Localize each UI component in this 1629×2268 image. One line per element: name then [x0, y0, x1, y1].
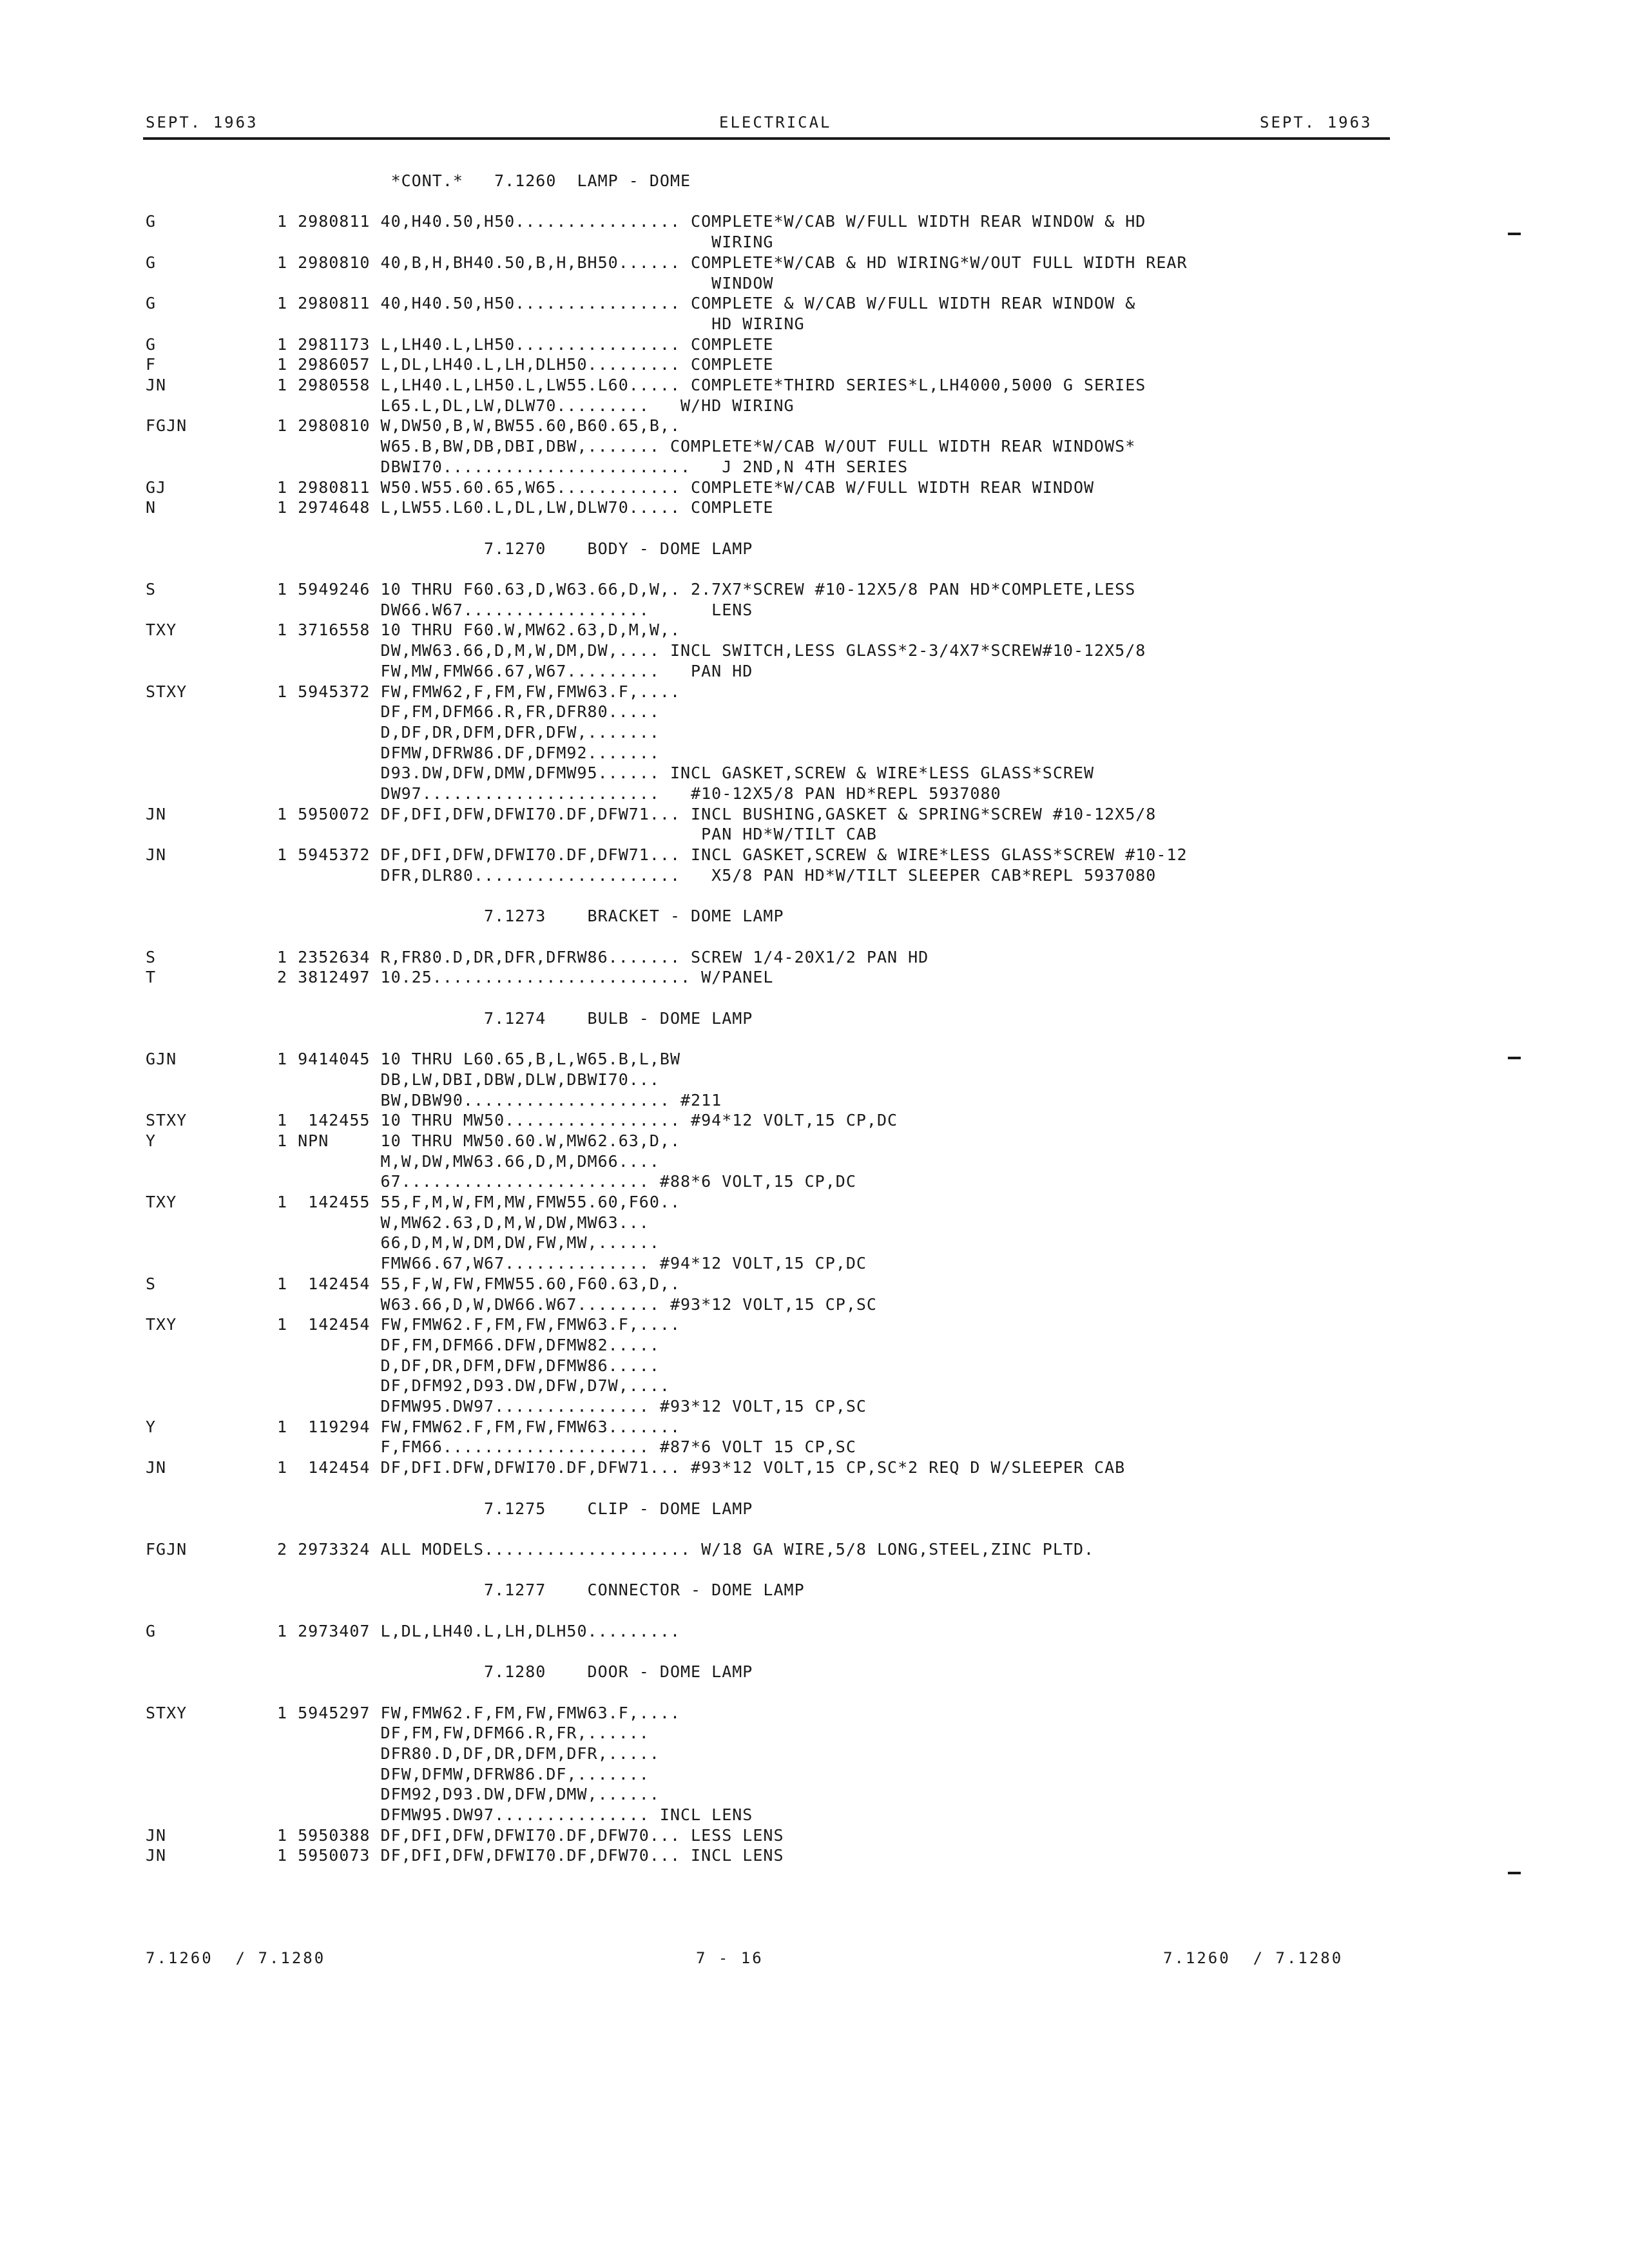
line-text: 2 3812497 10.25......................... W/PANEL: [277, 968, 774, 986]
line-text: 1 2986057 L,DL,LH40.L,LH,DLH50......... COMPLETE: [277, 355, 774, 374]
line-text: 1 2980811 40,H40.50,H50................ COMPLETE & W/CAB W/FULL WIDTH REAR WINDOW &: [277, 294, 1136, 312]
line-text: 1 2980811 W50.W55.60.65,W65............ COMPLETE*W/CAB W/FULL WIDTH REAR WINDOW: [277, 478, 1095, 497]
line-text: 1 5945372 FW,FMW62,F,FM,FW,FMW63.F,....: [277, 682, 680, 701]
line-text: 7.1275 CLIP - DOME LAMP: [277, 1499, 753, 1518]
line-text: W,MW62.63,D,M,W,DW,MW63...: [277, 1213, 650, 1232]
line-text: DF,FM,FW,DFM66.R,FR,......: [277, 1724, 650, 1742]
line-model-code: JN: [146, 805, 167, 823]
footer-page-number: 7 - 16: [696, 1949, 764, 1967]
line-text: WIRING: [277, 233, 774, 251]
line-text: 67........................ #88*6 VOLT,15 CP,DC: [277, 1172, 856, 1191]
line-text: 1 2980811 40,H40.50,H50................ COMPLETE*W/CAB W/FULL WIDTH REAR WINDOW & HD: [277, 212, 1146, 231]
line-text: DF,FM,DFM66.DFW,DFMW82.....: [277, 1336, 660, 1354]
line-model-code: G: [146, 335, 157, 354]
model-codes-column: [146, 171, 223, 1923]
line-text: M,W,DW,MW63.66,D,M,DM66....: [277, 1152, 660, 1171]
line-text: DF,DFM92,D93.DW,DFW,D7W,....: [277, 1376, 670, 1395]
line-text: D93.DW,DFW,DMW,DFMW95...... INCL GASKET,SCREW & WIRE*LESS GLASS*SCREW: [277, 764, 1095, 782]
line-model-code: Y: [146, 1131, 157, 1150]
line-text: D,DF,DR,DFM,DFW,DFMW86.....: [277, 1356, 660, 1375]
line-text: 7.1274 BULB - DOME LAMP: [277, 1009, 753, 1028]
line-model-code: G: [146, 253, 157, 272]
line-text: DFM92,D93.DW,DFW,DMW,......: [277, 1785, 660, 1803]
line-text: 1 142455 55,F,M,W,FM,MW,FMW55.60,F60..: [277, 1193, 680, 1211]
line-model-code: TXY: [146, 1193, 177, 1211]
line-model-code: STXY: [146, 1111, 188, 1129]
line-text: 1 3716558 10 THRU F60.W,MW62.63,D,M,W,.: [277, 620, 680, 639]
line-text: DB,LW,DBI,DBW,DLW,DBWI70...: [277, 1070, 660, 1089]
line-text: 1 2352634 R,FR80.D,DR,DFR,DFRW86....... SCREW 1/4-20X1/2 PAN HD: [277, 948, 929, 966]
line-model-code: G: [146, 212, 157, 231]
line-text: 1 5950073 DF,DFI,DFW,DFWI70.DF,DFW70... INCL LENS: [277, 1846, 784, 1865]
margin-mark: [1508, 1057, 1521, 1059]
line-text: *CONT.* 7.1260 LAMP - DOME: [277, 171, 691, 190]
line-model-code: GJN: [146, 1050, 177, 1068]
line-model-code: GJ: [146, 478, 167, 497]
line-text: DFMW,DFRW86.DF,DFM92.......: [277, 744, 660, 762]
line-text: 1 NPN 10 THRU MW50.60.W,MW62.63,D,.: [277, 1131, 680, 1150]
line-text: 1 5945372 DF,DFI,DFW,DFWI70.DF,DFW71... INCL GASKET,SCREW & WIRE*LESS GLASS*SCREW #10-12: [277, 845, 1188, 864]
line-model-code: N: [146, 498, 157, 517]
line-text: DF,FM,DFM66.R,FR,DFR80.....: [277, 702, 660, 721]
line-text: HD WIRING: [277, 314, 805, 333]
line-model-code: S: [146, 1274, 157, 1293]
line-model-code: T: [146, 968, 157, 986]
line-model-code: STXY: [146, 1704, 188, 1722]
line-text: D,DF,DR,DFM,DFR,DFW,.......: [277, 723, 660, 742]
line-model-code: S: [146, 948, 157, 966]
line-model-code: JN: [146, 845, 167, 864]
line-text: 1 142455 10 THRU MW50................. #94*12 VOLT,15 CP,DC: [277, 1111, 898, 1129]
line-model-code: TXY: [146, 1315, 177, 1334]
line-text: 7.1273 BRACKET - DOME LAMP: [277, 907, 784, 925]
line-text: 1 2980558 L,LH40.L,LH50.L,LW55.L60..... COMPLETE*THIRD SERIES*L,LH4000,5000 G SERIES: [277, 376, 1146, 394]
line-text: 1 142454 55,F,W,FW,FMW55.60,F60.63,D,.: [277, 1274, 680, 1293]
margin-mark: [1508, 1872, 1521, 1874]
line-text: 1 142454 FW,FMW62.F,FM,FW,FMW63.F,....: [277, 1315, 680, 1334]
line-text: DFR,DLR80.................... X5/8 PAN HD*W/TILT SLEEPER CAB*REPL 5937080: [277, 866, 1157, 885]
line-text: W65.B,BW,DB,DBI,DBW,....... COMPLETE*W/CAB W/OUT FULL WIDTH REAR WINDOWS*: [277, 437, 1136, 456]
line-model-code: JN: [146, 1846, 167, 1865]
line-text: 7.1280 DOOR - DOME LAMP: [277, 1662, 753, 1681]
line-text: 1 2981173 L,LH40.L,LH50................ COMPLETE: [277, 335, 774, 354]
line-model-code: F: [146, 355, 157, 374]
line-model-code: FGJN: [146, 1540, 188, 1559]
line-text: DW,MW63.66,D,M,W,DM,DW,.... INCL SWITCH,LESS GLASS*2-3/4X7*SCREW#10-12X5/8: [277, 641, 1146, 660]
line-text: DW66.W67.................. LENS: [277, 601, 753, 619]
margin-mark: [1508, 233, 1521, 235]
header-rule: [143, 137, 1390, 140]
line-text: 1 5950072 DF,DFI,DFW,DFWI70.DF,DFW71... INCL BUSHING,GASKET & SPRING*SCREW #10-12X5/8: [277, 805, 1157, 823]
line-text: FW,MW,FMW66.67,W67......... PAN HD: [277, 662, 753, 680]
line-text: F,FM66.................... #87*6 VOLT 15 CP,SC: [277, 1437, 856, 1456]
line-model-code: JN: [146, 1826, 167, 1845]
line-text: 1 5945297 FW,FMW62.F,FM,FW,FMW63.F,....: [277, 1704, 680, 1722]
line-text: 1 9414045 10 THRU L60.65,B,L,W65.B,L,BW: [277, 1050, 680, 1068]
line-text: W63.66,D,W,DW66.W67........ #93*12 VOLT,15 CP,SC: [277, 1295, 877, 1314]
line-text: DFR80.D,DF,DR,DFM,DFR,.....: [277, 1744, 660, 1763]
header-right-date: SEPT. 1963: [1260, 113, 1373, 131]
parts-listing: [277, 171, 1411, 1923]
line-model-code: TXY: [146, 620, 177, 639]
line-text: PAN HD*W/TILT CAB: [277, 825, 877, 843]
line-model-code: JN: [146, 376, 167, 394]
line-text: DW97....................... #10-12X5/8 PAN HD*REPL 5937080: [277, 784, 1001, 803]
line-model-code: S: [146, 580, 157, 599]
line-text: 7.1277 CONNECTOR - DOME LAMP: [277, 1581, 805, 1599]
line-text: 1 142454 DF,DFI.DFW,DFWI70.DF,DFW71... #93*12 VOLT,15 CP,SC*2 REQ D W/SLEEPER CAB: [277, 1458, 1126, 1477]
line-text: BW,DBW90.................... #211: [277, 1091, 722, 1110]
line-text: L65.L,DL,LW,DLW70......... W/HD WIRING: [277, 396, 795, 415]
line-text: 1 119294 FW,FMW62.F,FM,FW,FMW63.......: [277, 1418, 680, 1436]
line-text: 1 2974648 L,LW55.L60.L,DL,LW,DLW70..... COMPLETE: [277, 498, 774, 517]
line-text: DFMW95.DW97............... INCL LENS: [277, 1805, 753, 1824]
line-text: 66,D,M,W,DM,DW,FW,MW,......: [277, 1233, 660, 1252]
line-model-code: G: [146, 1622, 157, 1640]
footer-left-range: 7.1260 / 7.1280: [146, 1949, 326, 1967]
header-section-title: ELECTRICAL: [719, 113, 832, 131]
header-left-date: SEPT. 1963: [146, 113, 258, 131]
line-model-code: Y: [146, 1418, 157, 1436]
line-text: 1 2980810 40,B,H,BH40.50,B,H,BH50...... COMPLETE*W/CAB & HD WIRING*W/OUT FULL WIDTH REAR: [277, 253, 1188, 272]
line-model-code: JN: [146, 1458, 167, 1477]
line-text: DBWI70........................ J 2ND,N 4TH SERIES: [277, 457, 909, 476]
line-text: 1 2973407 L,DL,LH40.L,LH,DLH50.........: [277, 1622, 680, 1640]
line-model-code: FGJN: [146, 416, 188, 435]
line-text: 1 5950388 DF,DFI,DFW,DFWI70.DF,DFW70... LESS LENS: [277, 1826, 784, 1845]
line-text: FMW66.67,W67.............. #94*12 VOLT,15 CP,DC: [277, 1254, 867, 1273]
line-text: WINDOW: [277, 274, 774, 293]
line-model-code: G: [146, 294, 157, 312]
line-model-code: STXY: [146, 682, 188, 701]
line-text: 7.1270 BODY - DOME LAMP: [277, 539, 753, 558]
line-text: 1 5949246 10 THRU F60.63,D,W63.66,D,W,. 2.7X7*SCREW #10-12X5/8 PAN HD*COMPLETE,LESS: [277, 580, 1136, 599]
line-text: DFW,DFMW,DFRW86.DF,.......: [277, 1765, 650, 1783]
line-text: 2 2973324 ALL MODELS.................... W/18 GA WIRE,5/8 LONG,STEEL,ZINC PLTD.: [277, 1540, 1095, 1559]
footer-right-range: 7.1260 / 7.1280: [1163, 1949, 1344, 1967]
line-text: 1 2980810 W,DW50,B,W,BW55.60,B60.65,B,.: [277, 416, 680, 435]
line-text: DFMW95.DW97............... #93*12 VOLT,15 CP,SC: [277, 1397, 867, 1416]
